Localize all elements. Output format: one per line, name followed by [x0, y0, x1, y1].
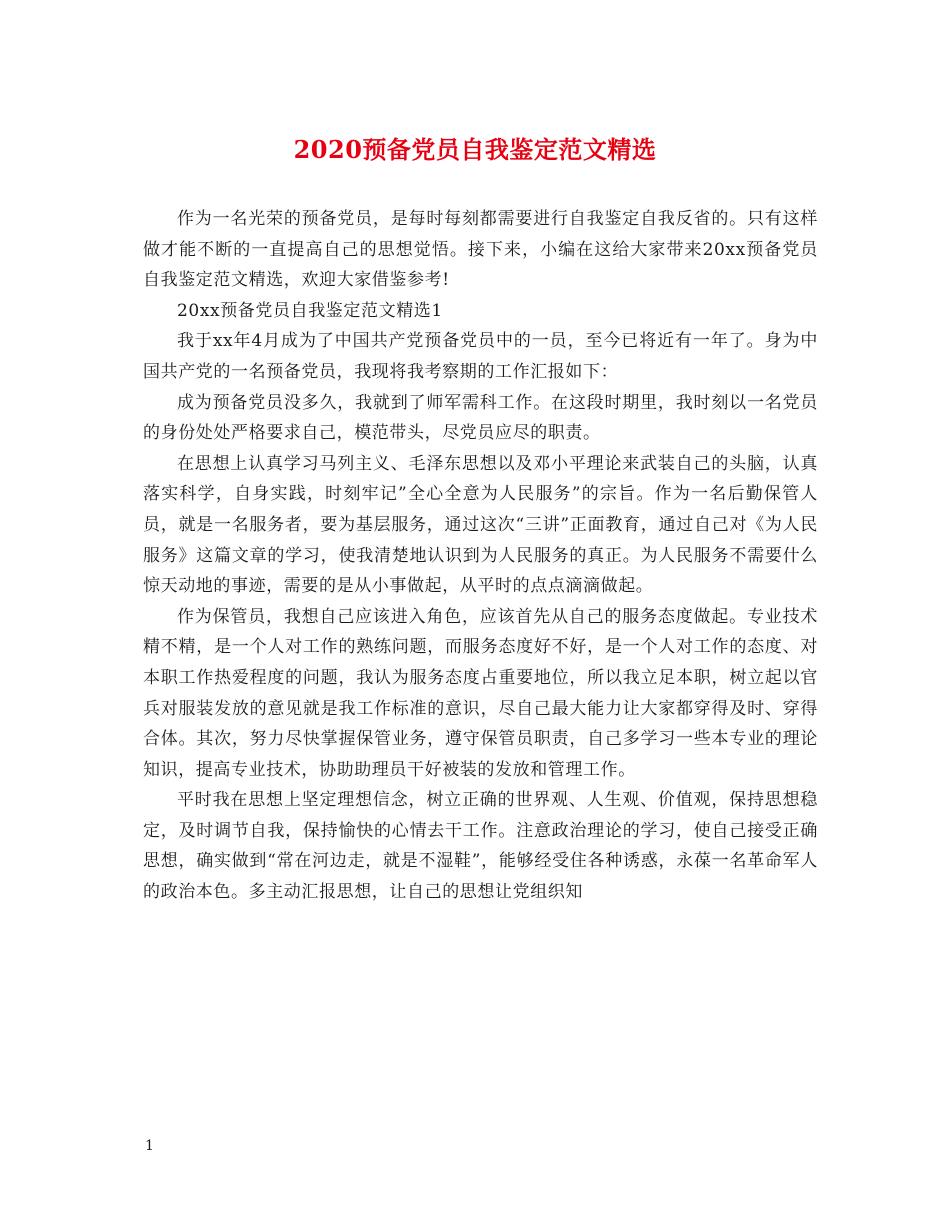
body-paragraph: 作为保管员，我想自己应该进入角色，应该首先从自己的服务态度做起。专业技术精不精，是一个人对工作的熟练问题，而服务态度好不好，是一个人对工作的态度、对本职工作热爱程度的问题，我认为服务态度占重要地位，所以我立足本职，树立起以官兵对服装发放的意见就是我工作标准的意识，尽自己最大能力让大家都穿得及时、穿得合体。其次，努力尽快掌握保管业务，遵守保管员职责，自己多学习一些本专业的理论知识，提高专业技术，协助助理员干好被装的发放和管理工作。	[143, 606, 818, 780]
document-body	[143, 204, 818, 908]
page-number: 1	[145, 1138, 154, 1154]
intro-paragraph: 作为一名光荣的预备党员，是每时每刻都需要进行自我鉴定自我反省的。只有这样做才能不断的一直提高自己的思想觉悟。接下来，小编在这给大家带来20xx预备党员自我鉴定范文精选，欢迎大家借鉴参考!	[143, 209, 818, 291]
body-paragraph: 我于xx年4月成为了中国共产党预备党员中的一员，至今已将近有一年了。身为中国共产党的一名预备党员，我现将我考察期的工作汇报如下：	[143, 331, 818, 382]
body-paragraph: 平时我在思想上坚定理想信念，树立正确的世界观、人生观、价值观，保持思想稳定，及时调节自我，保持愉快的心情去干工作。注意政治理论的学习，使自己接受正确思想，确实做到“常在河边走，就是不湿鞋”，能够经受住各种诱惑，永葆一名革命军人的政治本色。多主动汇报思想，让自己的思想让党组织知	[143, 790, 818, 903]
body-paragraph: 成为预备党员没多久，我就到了师军需科工作。在这段时期里，我时刻以一名党员的身份处处严格要求自己，模范带头，尽党员应尽的职责。	[143, 392, 818, 444]
document-title: 2020预备党员自我鉴定范文精选	[293, 135, 657, 164]
section-heading: 20xx预备党员自我鉴定范文精选1	[177, 300, 443, 321]
body-paragraph: 在思想上认真学习马列主义、毛泽东思想以及邓小平理论来武装自己的头脑，认真落实科学，自身实践，时刻牢记”全心全意为人民服务”的宗旨。作为一名后勤保管人员，就是一名服务者，要为基层服务，通过这次“三讲”正面教育，通过自己对《为人民服务》这篇文章的学习，使我清楚地认识到为人民服务的真正。为人民服务不需要什么惊天动地的事迹，需要的是从小事做起，从平时的点点滴滴做起。	[143, 453, 818, 597]
